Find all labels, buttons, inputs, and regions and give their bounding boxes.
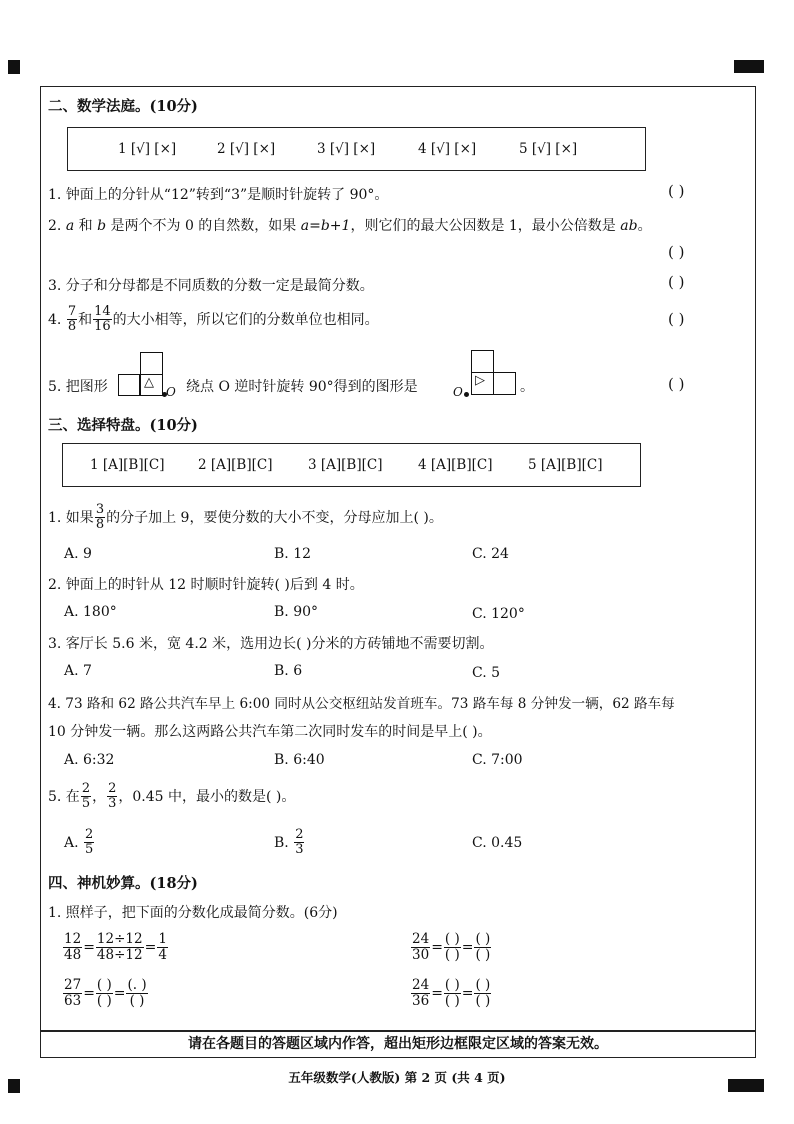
q4-f1-num: 7 (67, 304, 77, 319)
s3q5-option-b[interactable] (274, 828, 305, 858)
q2-text-d: ，则它们的最大公因数是 1，最小公倍数是 (350, 218, 621, 234)
example-mid-fraction (96, 932, 144, 963)
s3q5-suffix: ，0.45 中，最小的数是( )。 (118, 788, 296, 805)
p3-a1-num[interactable]: ( ) (444, 977, 460, 993)
s3q2-option-a[interactable]: A. 180° (64, 604, 117, 620)
section3-question-3: 3. 客厅长 5.6 米，宽 4.2 米，选用边长( )分米的方砖铺地不需要切割。 (48, 636, 494, 652)
p1-den: 30 (412, 946, 430, 963)
problem-24-36 (410, 978, 492, 1009)
section3-question-2: 2. 钟面上的时针从 12 时顺时针旋转( )后到 4 时。 (48, 577, 364, 593)
s3q5-f1-num: 2 (81, 781, 91, 796)
s3q3-option-a[interactable]: A. 7 (64, 663, 92, 679)
page-footer: 五年级数学(人教版) 第 2 页 (共 4 页) (288, 1070, 506, 1085)
p3-den: 36 (412, 992, 430, 1009)
p3-answer-1[interactable] (444, 978, 461, 1009)
q4-f1-den: 8 (67, 319, 77, 335)
s3q5-f2-num: 2 (108, 781, 117, 796)
q2-text-a: 2. (48, 218, 66, 234)
section2-answer-box-item-4[interactable]: 4 [√] [×] (418, 141, 477, 157)
example-mid-num: 12÷12 (96, 931, 143, 947)
example-result-fraction (157, 932, 168, 963)
example-fraction (63, 932, 82, 963)
s3q1-num: 3 (95, 502, 105, 517)
answer-area-notice: 请在各题目的答题区域内作答，超出矩形边框限定区域的答案无效。 (188, 1036, 608, 1052)
s3q5-option-a[interactable] (64, 828, 95, 858)
section2-answer-box-item-5[interactable]: 5 [√] [×] (519, 141, 578, 157)
section2-answer-paren-4[interactable]: ( ) (668, 310, 685, 328)
triangle-right-icon: ▷ (475, 373, 485, 388)
s3q3-option-b[interactable]: B. 6 (274, 663, 303, 679)
p2-num: 27 (64, 977, 82, 993)
example-eq-1: = (83, 939, 95, 956)
p1-num: 24 (412, 931, 430, 947)
q4-fraction-1 (67, 305, 77, 335)
section2-question-3: 3. 分子和分母都是不同质数的分数一定是最简分数。 (48, 278, 374, 294)
shape2-cell-top (471, 350, 494, 373)
p3-eq-1: = (431, 985, 443, 1002)
p2-den: 63 (64, 992, 82, 1009)
q2-var-a: a (65, 218, 75, 234)
p1-answer-1[interactable] (444, 932, 461, 963)
section2-answer-paren-2[interactable]: ( ) (668, 243, 685, 261)
q4-suffix: 的大小相等，所以它们的分数单位也相同。 (112, 311, 379, 328)
s3q1-option-a[interactable]: A. 9 (64, 546, 92, 562)
example-mid-den: 48÷12 (96, 946, 143, 963)
s3q5-f1-den: 5 (81, 796, 91, 812)
registration-mark-top-right (734, 60, 764, 73)
s3q1-option-b[interactable]: B. 12 (274, 546, 312, 562)
p1-a1-den[interactable]: ( ) (444, 946, 460, 963)
s3q4-option-b[interactable]: B. 6:40 (274, 752, 325, 768)
section3-answer-box-item-2[interactable]: 2 [A][B][C] (198, 457, 273, 473)
registration-mark-top-left (8, 60, 20, 74)
s3q1-den: 8 (95, 517, 105, 533)
p1-eq-1: = (431, 939, 443, 956)
s3q5-optA-den: 5 (85, 842, 94, 858)
section2-question-2 (48, 215, 652, 235)
example-res-den: 4 (158, 946, 167, 963)
s3q2-option-b[interactable]: B. 90° (274, 604, 319, 620)
problem-27-63 (62, 978, 149, 1009)
q2-text-c: 是两个不为 0 的自然数，如果 (106, 218, 301, 234)
triangle-icon: △ (144, 375, 154, 390)
section3-answer-box-item-4[interactable]: 4 [A][B][C] (418, 457, 493, 473)
s3q5-fraction-2 (107, 782, 117, 812)
p2-a1-num[interactable]: ( ) (96, 977, 112, 993)
q4-fraction-2 (93, 305, 112, 335)
s3q5-option-a-label: A. (64, 834, 79, 851)
section3-question-1 (48, 503, 443, 533)
q2-text-b: 和 (74, 218, 98, 234)
s3q5-optA-num: 2 (85, 827, 94, 842)
s3q5-fraction-1 (81, 782, 91, 812)
p2-fraction (63, 978, 82, 1009)
p1-eq-2: = (461, 939, 474, 956)
section3-answer-box-item-5[interactable]: 5 [A][B][C] (528, 457, 603, 473)
section2-question-4 (48, 305, 379, 335)
s3q5-f2-den: 3 (108, 796, 117, 812)
p1-a2-num[interactable]: ( ) (475, 931, 491, 947)
s3q5-option-c[interactable]: C. 0.45 (472, 835, 523, 851)
q2-expr: a=b+1 (300, 218, 351, 234)
section2-answer-paren-3[interactable]: ( ) (668, 273, 685, 291)
s3q5-sep: ， (92, 788, 107, 805)
s3q4-option-a[interactable]: A. 6:32 (64, 752, 115, 768)
p2-a1-den[interactable]: ( ) (96, 992, 112, 1009)
section2-answer-box-item-2[interactable]: 2 [√] [×] (217, 141, 276, 157)
section3-question-4-line1: 4. 73 路和 62 路公共汽车早上 6:00 同时从公交枢纽站发首班车。73 路车每 8 分钟发一辆，62 路车每 (48, 696, 675, 712)
section2-answer-box-item-1[interactable]: 1 [√] [×] (118, 141, 177, 157)
p1-answer-2[interactable] (474, 932, 491, 963)
s3q5-prefix: 5. 在 (48, 788, 80, 805)
q2-ab: ab (620, 218, 638, 234)
problem-24-30 (410, 932, 492, 963)
section2-answer-paren-5[interactable]: ( ) (668, 375, 685, 393)
p2-answer-1[interactable] (96, 978, 113, 1009)
s3q1-suffix: 的分子加上 9，要使分数的大小不变，分母应加上( )。 (106, 509, 443, 526)
section3-question-4-line2: 10 分钟发一辆。那么这两路公共汽车第二次同时发车的时间是早上( )。 (48, 724, 492, 740)
p2-a2-num[interactable]: (. ) (127, 977, 147, 993)
section4-question-1: 1. 照样子，把下面的分数化成最简分数。(6分) (48, 905, 338, 921)
s3q2-option-c[interactable]: C. 120° (472, 606, 525, 622)
section2-question-5-end: 。 (520, 379, 534, 395)
s3q3-option-c[interactable]: C. 5 (472, 665, 501, 681)
example-den: 48 (64, 946, 82, 963)
shape1-cell-left (118, 374, 140, 396)
section2-title: 二、数学法庭。(10分) (48, 98, 198, 115)
example-equation (62, 932, 169, 963)
q4-prefix: 4. (48, 311, 62, 328)
s3q5-optB-num: 2 (295, 827, 304, 842)
section3-question-5 (48, 782, 295, 812)
q4-f2-num: 14 (94, 304, 111, 319)
p2-eq-2: = (113, 985, 126, 1002)
p2-answer-2[interactable] (126, 978, 147, 1009)
section2-answer-paren-1[interactable]: ( ) (668, 182, 685, 200)
pivot-label-1: O (166, 385, 176, 399)
section2-question-1: 1. 钟面上的分针从“12”转到“3”是顺时针旋转了 90°。 (48, 187, 389, 203)
shape2-cell-right (493, 372, 516, 395)
pivot-dot-2 (464, 392, 469, 397)
p3-a2-num[interactable]: ( ) (475, 977, 491, 993)
p1-fraction (411, 932, 430, 963)
p3-eq-2: = (461, 985, 474, 1002)
shape1-cell-top (140, 352, 163, 375)
q4-f2-den: 16 (94, 319, 111, 335)
notice-divider (40, 1030, 756, 1032)
p1-a2-den[interactable]: ( ) (475, 946, 491, 963)
s3q5-optB-den: 3 (295, 842, 304, 858)
pivot-label-2: O (453, 385, 463, 399)
example-res-num: 1 (158, 931, 167, 947)
example-eq-2: = (144, 939, 157, 956)
section3-answer-box-item-3[interactable]: 3 [A][B][C] (308, 457, 383, 473)
section3-answer-box-item-1[interactable]: 1 [A][B][C] (90, 457, 165, 473)
p3-num: 24 (412, 977, 430, 993)
s3q1-fraction (95, 503, 105, 533)
s3q5-option-b-fraction (294, 828, 304, 858)
q2-text-e: 。 (637, 218, 652, 234)
section2-question-5-mid: 绕点 O 逆时针旋转 90°得到的图形是 (186, 379, 418, 395)
example-num: 12 (64, 931, 82, 947)
section2-question-5-prefix: 5. 把图形 (48, 379, 108, 395)
q4-and: 和 (78, 311, 93, 328)
s3q4-option-c[interactable]: C. 7:00 (472, 752, 523, 768)
s3q5-option-a-fraction (84, 828, 94, 858)
s3q5-option-b-label: B. (274, 834, 289, 851)
p2-eq-1: = (83, 985, 95, 1002)
p3-answer-2[interactable] (474, 978, 491, 1009)
s3q1-prefix: 1. 如果 (48, 509, 94, 526)
q2-var-b: b (97, 218, 107, 234)
section3-title: 三、选择特盘。(10分) (48, 417, 198, 434)
p3-fraction (411, 978, 430, 1009)
section2-answer-box-item-3[interactable]: 3 [√] [×] (317, 141, 376, 157)
p1-a1-num[interactable]: ( ) (444, 931, 460, 947)
p3-a2-den[interactable]: ( ) (475, 992, 491, 1009)
p2-a2-den[interactable]: ( ) (129, 992, 145, 1009)
section4-title: 四、神机妙算。(18分) (48, 875, 198, 892)
s3q1-option-c[interactable]: C. 24 (472, 546, 509, 562)
p3-a1-den[interactable]: ( ) (444, 992, 460, 1009)
